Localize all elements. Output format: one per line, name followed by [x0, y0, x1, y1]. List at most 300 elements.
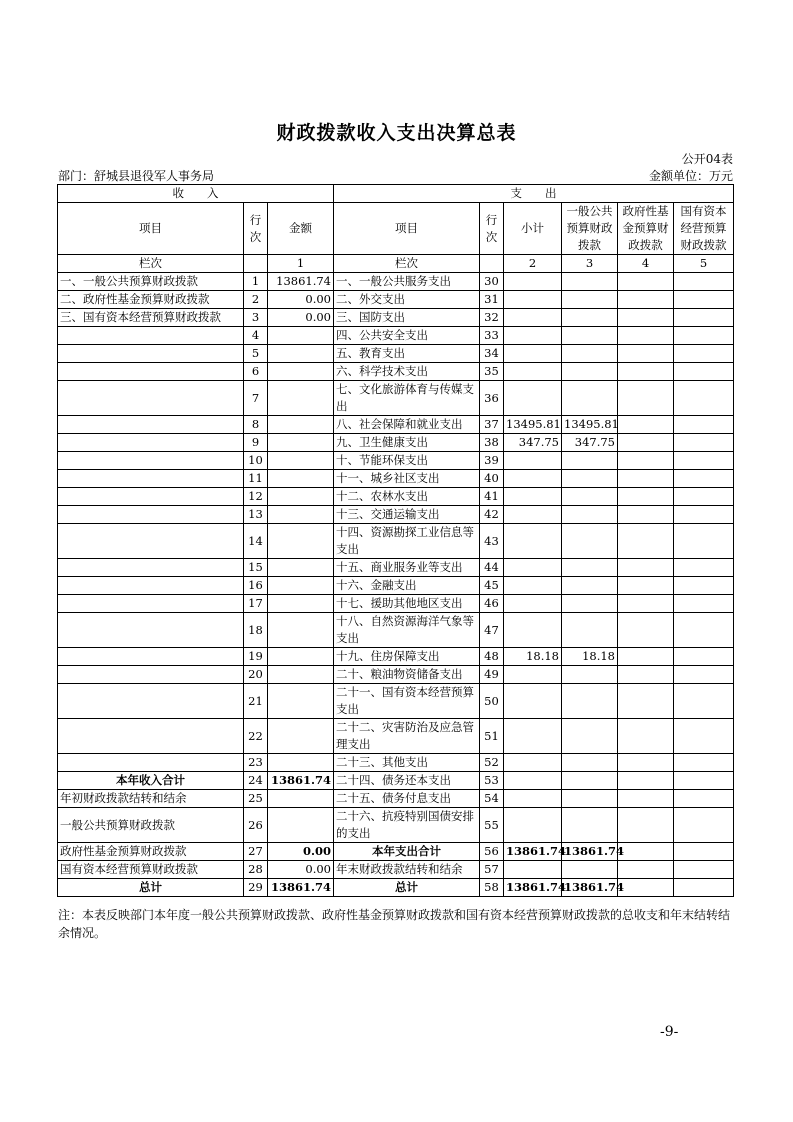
expense-subtotal-cell: 13861.74	[504, 843, 562, 861]
income-amount-cell	[268, 434, 334, 452]
footnote: 注：本表反映部门本年度一般公共预算财政拨款、政府性基金预算财政拨款和国有资本经营预算财政拨款的总收支和年末结转结余情况。	[58, 908, 731, 940]
income-item-cell: 政府性基金预算财政拨款	[58, 843, 244, 861]
income-item-cell	[58, 719, 244, 754]
gov-fund-header: 政府性基金预算财政拨款	[618, 203, 674, 255]
gov-fund-cell	[618, 452, 674, 470]
income-amount-cell: 13861.74	[268, 879, 334, 897]
gov-fund-cell	[618, 506, 674, 524]
state-capital-cell	[674, 719, 734, 754]
expense-subtotal-cell	[504, 506, 562, 524]
expense-item-cell: 总计	[334, 879, 480, 897]
expense-row-no-cell: 37	[480, 416, 504, 434]
general-budget-cell	[562, 613, 618, 648]
expense-item-cell: 年末财政拨款结转和结余	[334, 861, 480, 879]
gov-fund-cell	[618, 754, 674, 772]
fiscal-table	[57, 184, 734, 897]
gov-fund-cell	[618, 719, 674, 754]
general-budget-cell	[562, 666, 618, 684]
expense-item-cell: 一、一般公共服务支出	[334, 273, 480, 291]
table-row	[58, 416, 734, 434]
general-budget-cell	[562, 291, 618, 309]
state-capital-cell	[674, 506, 734, 524]
expense-row-no-cell: 46	[480, 595, 504, 613]
expense-row-no-cell: 32	[480, 309, 504, 327]
expense-subtotal-cell	[504, 381, 562, 416]
income-item-cell	[58, 595, 244, 613]
income-item-cell: 国有资本经营预算财政拨款	[58, 861, 244, 879]
income-row-no-cell: 5	[244, 345, 268, 363]
gov-fund-cell	[618, 790, 674, 808]
state-capital-cell	[674, 363, 734, 381]
income-amount-cell: 0.00	[268, 309, 334, 327]
general-budget-cell: 13495.81	[562, 416, 618, 434]
income-item-cell	[58, 452, 244, 470]
general-budget-cell	[562, 684, 618, 719]
table-row	[58, 381, 734, 416]
expense-item-cell: 十四、资源勘探工业信息等支出	[334, 524, 480, 559]
expense-item-cell: 本年支出合计	[334, 843, 480, 861]
column-number-cell: 2	[504, 255, 562, 273]
income-row-no-cell: 15	[244, 559, 268, 577]
expense-row-no-cell: 43	[480, 524, 504, 559]
general-budget-cell	[562, 470, 618, 488]
expense-row-no-cell: 31	[480, 291, 504, 309]
expense-item-cell: 二十六、抗疫特别国债安排的支出	[334, 808, 480, 843]
income-item-cell	[58, 666, 244, 684]
empty-cell	[244, 255, 268, 273]
expense-row-no-cell: 57	[480, 861, 504, 879]
table-row	[58, 684, 734, 719]
income-item-cell	[58, 416, 244, 434]
table-row	[58, 790, 734, 808]
expense-subtotal-cell	[504, 470, 562, 488]
expense-row-no-cell: 55	[480, 808, 504, 843]
expense-item-cell: 十九、住房保障支出	[334, 648, 480, 666]
expense-item-cell: 二十四、债务还本支出	[334, 772, 480, 790]
general-budget-cell	[562, 345, 618, 363]
income-item-cell: 本年收入合计	[58, 772, 244, 790]
income-row-no-cell: 12	[244, 488, 268, 506]
income-row-no-cell: 24	[244, 772, 268, 790]
expense-row-no-cell: 42	[480, 506, 504, 524]
state-capital-header: 国有资本经营预算财政拨款	[674, 203, 734, 255]
gov-fund-cell	[618, 416, 674, 434]
unit-label: 金额单位：万元	[648, 169, 733, 183]
income-section-header: 收 入	[58, 185, 334, 203]
expense-subtotal-cell	[504, 577, 562, 595]
expense-item-cell: 二十二、灾害防治及应急管理支出	[334, 719, 480, 754]
table-row	[58, 613, 734, 648]
income-row-no-header: 行次	[244, 203, 268, 255]
expense-item-cell: 九、卫生健康支出	[334, 434, 480, 452]
table-row	[58, 327, 734, 345]
income-row-no-cell: 19	[244, 648, 268, 666]
expense-row-no-cell: 54	[480, 790, 504, 808]
income-item-cell	[58, 648, 244, 666]
gov-fund-cell	[618, 273, 674, 291]
expense-section-header: 支 出	[334, 185, 734, 203]
expense-subtotal-cell	[504, 684, 562, 719]
expense-row-no-cell: 41	[480, 488, 504, 506]
income-item-cell	[58, 559, 244, 577]
gov-fund-cell	[618, 861, 674, 879]
expense-subtotal-cell	[504, 790, 562, 808]
table-row	[58, 772, 734, 790]
income-row-no-cell: 13	[244, 506, 268, 524]
general-budget-cell	[562, 273, 618, 291]
state-capital-cell	[674, 861, 734, 879]
expense-subtotal-cell	[504, 488, 562, 506]
gov-fund-cell	[618, 345, 674, 363]
expense-row-no-cell: 36	[480, 381, 504, 416]
state-capital-cell	[674, 470, 734, 488]
income-row-no-cell: 25	[244, 790, 268, 808]
page-number: -9-	[660, 1024, 679, 1040]
expense-subtotal-cell	[504, 524, 562, 559]
income-item-cell	[58, 488, 244, 506]
table-row	[58, 861, 734, 879]
gov-fund-cell	[618, 488, 674, 506]
state-capital-cell	[674, 577, 734, 595]
income-amount-cell	[268, 595, 334, 613]
expense-item-cell: 二十一、国有资本经营预算支出	[334, 684, 480, 719]
expense-row-no-cell: 34	[480, 345, 504, 363]
income-row-no-cell: 4	[244, 327, 268, 345]
income-item-cell: 年初财政拨款结转和结余	[58, 790, 244, 808]
table-row	[58, 345, 734, 363]
expense-item-cell: 十八、自然资源海洋气象等支出	[334, 613, 480, 648]
expense-item-cell: 十六、金融支出	[334, 577, 480, 595]
income-item-cell: 三、国有资本经营预算财政拨款	[58, 309, 244, 327]
state-capital-cell	[674, 648, 734, 666]
column-label-cell: 栏次	[58, 255, 244, 273]
gov-fund-cell	[618, 648, 674, 666]
income-item-cell	[58, 434, 244, 452]
income-amount-cell	[268, 613, 334, 648]
expense-item-cell: 十二、农林水支出	[334, 488, 480, 506]
general-budget-cell	[562, 861, 618, 879]
expense-item-cell: 七、文化旅游体育与传媒支出	[334, 381, 480, 416]
income-amount-cell	[268, 719, 334, 754]
income-item-cell	[58, 754, 244, 772]
income-row-no-cell: 29	[244, 879, 268, 897]
income-amount-cell	[268, 470, 334, 488]
gov-fund-cell	[618, 524, 674, 559]
income-row-no-cell: 17	[244, 595, 268, 613]
state-capital-cell	[674, 754, 734, 772]
column-number-cell: 3	[562, 255, 618, 273]
expense-subtotal-cell	[504, 345, 562, 363]
state-capital-cell	[674, 434, 734, 452]
income-amount-cell	[268, 416, 334, 434]
expense-subtotal-cell	[504, 559, 562, 577]
general-budget-cell	[562, 381, 618, 416]
income-amount-cell	[268, 506, 334, 524]
income-row-no-cell: 9	[244, 434, 268, 452]
general-budget-cell	[562, 790, 618, 808]
income-item-header: 项目	[58, 203, 244, 255]
income-item-cell	[58, 506, 244, 524]
expense-item-cell: 二十五、债务付息支出	[334, 790, 480, 808]
table-row	[58, 808, 734, 843]
general-budget-cell	[562, 577, 618, 595]
general-budget-cell	[562, 327, 618, 345]
expense-subtotal-cell	[504, 291, 562, 309]
table-row	[58, 309, 734, 327]
table-row	[58, 434, 734, 452]
expense-row-no-cell: 58	[480, 879, 504, 897]
expense-row-no-cell: 30	[480, 273, 504, 291]
income-item-cell: 总计	[58, 879, 244, 897]
table-row	[58, 666, 734, 684]
empty-cell	[480, 255, 504, 273]
income-row-no-cell: 23	[244, 754, 268, 772]
general-budget-cell	[562, 719, 618, 754]
income-row-no-cell: 11	[244, 470, 268, 488]
income-amount-cell	[268, 363, 334, 381]
income-amount-cell	[268, 345, 334, 363]
expense-item-cell: 八、社会保障和就业支出	[334, 416, 480, 434]
gov-fund-cell	[618, 843, 674, 861]
form-code: 公开04表	[681, 152, 733, 166]
column-number-cell: 1	[268, 255, 334, 273]
expense-subtotal-cell	[504, 595, 562, 613]
general-budget-cell	[562, 772, 618, 790]
expense-row-no-cell: 53	[480, 772, 504, 790]
subtotal-header: 小计	[504, 203, 562, 255]
expense-subtotal-cell: 13861.74	[504, 879, 562, 897]
expense-subtotal-cell	[504, 772, 562, 790]
income-amount-cell	[268, 577, 334, 595]
table-row	[58, 488, 734, 506]
expense-row-no-cell: 56	[480, 843, 504, 861]
gov-fund-cell	[618, 363, 674, 381]
expense-row-no-cell: 44	[480, 559, 504, 577]
general-budget-cell: 18.18	[562, 648, 618, 666]
expense-row-no-cell: 51	[480, 719, 504, 754]
expense-subtotal-cell	[504, 808, 562, 843]
income-row-no-cell: 3	[244, 309, 268, 327]
expense-row-no-cell: 45	[480, 577, 504, 595]
table-row	[58, 559, 734, 577]
state-capital-cell	[674, 595, 734, 613]
expense-subtotal-cell	[504, 273, 562, 291]
expense-row-no-cell: 50	[480, 684, 504, 719]
income-row-no-cell: 6	[244, 363, 268, 381]
state-capital-cell	[674, 879, 734, 897]
income-item-cell	[58, 577, 244, 595]
expense-row-no-cell: 52	[480, 754, 504, 772]
general-budget-cell	[562, 309, 618, 327]
income-row-no-cell: 1	[244, 273, 268, 291]
income-amount-cell	[268, 452, 334, 470]
expense-row-no-cell: 33	[480, 327, 504, 345]
expense-row-no-cell: 40	[480, 470, 504, 488]
table-row	[58, 470, 734, 488]
expense-subtotal-cell: 18.18	[504, 648, 562, 666]
expense-item-cell: 二、外交支出	[334, 291, 480, 309]
gov-fund-cell	[618, 772, 674, 790]
department-label: 部门：舒城县退役军人事务局	[58, 169, 215, 183]
general-budget-cell	[562, 488, 618, 506]
general-budget-cell	[562, 506, 618, 524]
state-capital-cell	[674, 273, 734, 291]
expense-item-cell: 十三、交通运输支出	[334, 506, 480, 524]
income-amount-cell	[268, 488, 334, 506]
expense-subtotal-cell: 347.75	[504, 434, 562, 452]
expense-row-no-header: 行次	[480, 203, 504, 255]
income-item-cell	[58, 345, 244, 363]
income-amount-cell	[268, 666, 334, 684]
state-capital-cell	[674, 666, 734, 684]
state-capital-cell	[674, 790, 734, 808]
general-budget-cell	[562, 452, 618, 470]
income-row-no-cell: 21	[244, 684, 268, 719]
state-capital-cell	[674, 772, 734, 790]
income-row-no-cell: 10	[244, 452, 268, 470]
income-amount-cell: 0.00	[268, 843, 334, 861]
table-row	[58, 577, 734, 595]
table-row	[58, 273, 734, 291]
table-row	[58, 363, 734, 381]
state-capital-cell	[674, 327, 734, 345]
state-capital-cell	[674, 309, 734, 327]
expense-row-no-cell: 39	[480, 452, 504, 470]
expense-subtotal-cell	[504, 666, 562, 684]
table-row	[58, 291, 734, 309]
expense-row-no-cell: 49	[480, 666, 504, 684]
state-capital-cell	[674, 381, 734, 416]
expense-row-no-cell: 47	[480, 613, 504, 648]
state-capital-cell	[674, 291, 734, 309]
state-capital-cell	[674, 345, 734, 363]
income-item-cell: 一般公共预算财政拨款	[58, 808, 244, 843]
state-capital-cell	[674, 416, 734, 434]
expense-row-no-cell: 35	[480, 363, 504, 381]
table-row	[58, 595, 734, 613]
expense-item-cell: 六、科学技术支出	[334, 363, 480, 381]
income-amount-cell	[268, 327, 334, 345]
column-label-cell: 栏次	[334, 255, 480, 273]
expense-item-cell: 十五、商业服务业等支出	[334, 559, 480, 577]
income-amount-cell	[268, 559, 334, 577]
state-capital-cell	[674, 843, 734, 861]
expense-subtotal-cell	[504, 613, 562, 648]
general-budget-cell	[562, 595, 618, 613]
gov-fund-cell	[618, 291, 674, 309]
income-amount-cell	[268, 524, 334, 559]
gov-fund-cell	[618, 470, 674, 488]
state-capital-cell	[674, 559, 734, 577]
state-capital-cell	[674, 808, 734, 843]
income-item-cell	[58, 327, 244, 345]
table-row	[58, 879, 734, 897]
page-title: 财政拨款收入支出决算总表	[276, 122, 517, 144]
expense-item-cell: 十、节能环保支出	[334, 452, 480, 470]
gov-fund-cell	[618, 595, 674, 613]
income-item-cell	[58, 363, 244, 381]
income-amount-cell	[268, 381, 334, 416]
table-row	[58, 843, 734, 861]
expense-item-header: 项目	[334, 203, 480, 255]
general-budget-cell: 13861.74	[562, 843, 618, 861]
table-row	[58, 754, 734, 772]
gov-fund-cell	[618, 808, 674, 843]
income-row-no-cell: 7	[244, 381, 268, 416]
income-row-no-cell: 14	[244, 524, 268, 559]
general-budget-cell	[562, 363, 618, 381]
expense-subtotal-cell	[504, 754, 562, 772]
expense-item-cell: 十七、援助其他地区支出	[334, 595, 480, 613]
table-row	[58, 452, 734, 470]
income-row-no-cell: 2	[244, 291, 268, 309]
table-row	[58, 524, 734, 559]
income-row-no-cell: 28	[244, 861, 268, 879]
gov-fund-cell	[618, 327, 674, 345]
general-budget-cell: 13861.74	[562, 879, 618, 897]
general-budget-header: 一般公共预算财政拨款	[562, 203, 618, 255]
expense-subtotal-cell	[504, 309, 562, 327]
expense-subtotal-cell	[504, 452, 562, 470]
income-row-no-cell: 26	[244, 808, 268, 843]
income-amount-cell: 13861.74	[268, 772, 334, 790]
gov-fund-cell	[618, 309, 674, 327]
table-row	[58, 648, 734, 666]
gov-fund-cell	[618, 879, 674, 897]
income-row-no-cell: 27	[244, 843, 268, 861]
gov-fund-cell	[618, 684, 674, 719]
income-item-cell	[58, 613, 244, 648]
state-capital-cell	[674, 452, 734, 470]
expense-subtotal-cell	[504, 719, 562, 754]
income-row-no-cell: 20	[244, 666, 268, 684]
general-budget-cell	[562, 524, 618, 559]
income-amount-cell	[268, 790, 334, 808]
income-item-cell	[58, 381, 244, 416]
income-item-cell	[58, 684, 244, 719]
expense-item-cell: 四、公共安全支出	[334, 327, 480, 345]
expense-row-no-cell: 48	[480, 648, 504, 666]
general-budget-cell	[562, 808, 618, 843]
expense-subtotal-cell	[504, 363, 562, 381]
state-capital-cell	[674, 613, 734, 648]
gov-fund-cell	[618, 577, 674, 595]
income-amount-cell	[268, 754, 334, 772]
income-amount-cell: 0.00	[268, 291, 334, 309]
income-item-cell: 一、一般公共预算财政拨款	[58, 273, 244, 291]
gov-fund-cell	[618, 381, 674, 416]
gov-fund-cell	[618, 666, 674, 684]
income-amount-cell: 13861.74	[268, 273, 334, 291]
gov-fund-cell	[618, 559, 674, 577]
gov-fund-cell	[618, 434, 674, 452]
expense-item-cell: 十一、城乡社区支出	[334, 470, 480, 488]
income-row-no-cell: 18	[244, 613, 268, 648]
gov-fund-cell	[618, 613, 674, 648]
income-item-cell: 二、政府性基金预算财政拨款	[58, 291, 244, 309]
expense-item-cell: 二十、粮油物资储备支出	[334, 666, 480, 684]
income-row-no-cell: 16	[244, 577, 268, 595]
income-amount-cell: 0.00	[268, 861, 334, 879]
income-amount-header: 金额	[268, 203, 334, 255]
expense-item-cell: 二十三、其他支出	[334, 754, 480, 772]
state-capital-cell	[674, 684, 734, 719]
expense-item-cell: 五、教育支出	[334, 345, 480, 363]
table-row	[58, 719, 734, 754]
general-budget-cell: 347.75	[562, 434, 618, 452]
general-budget-cell	[562, 559, 618, 577]
income-row-no-cell: 8	[244, 416, 268, 434]
